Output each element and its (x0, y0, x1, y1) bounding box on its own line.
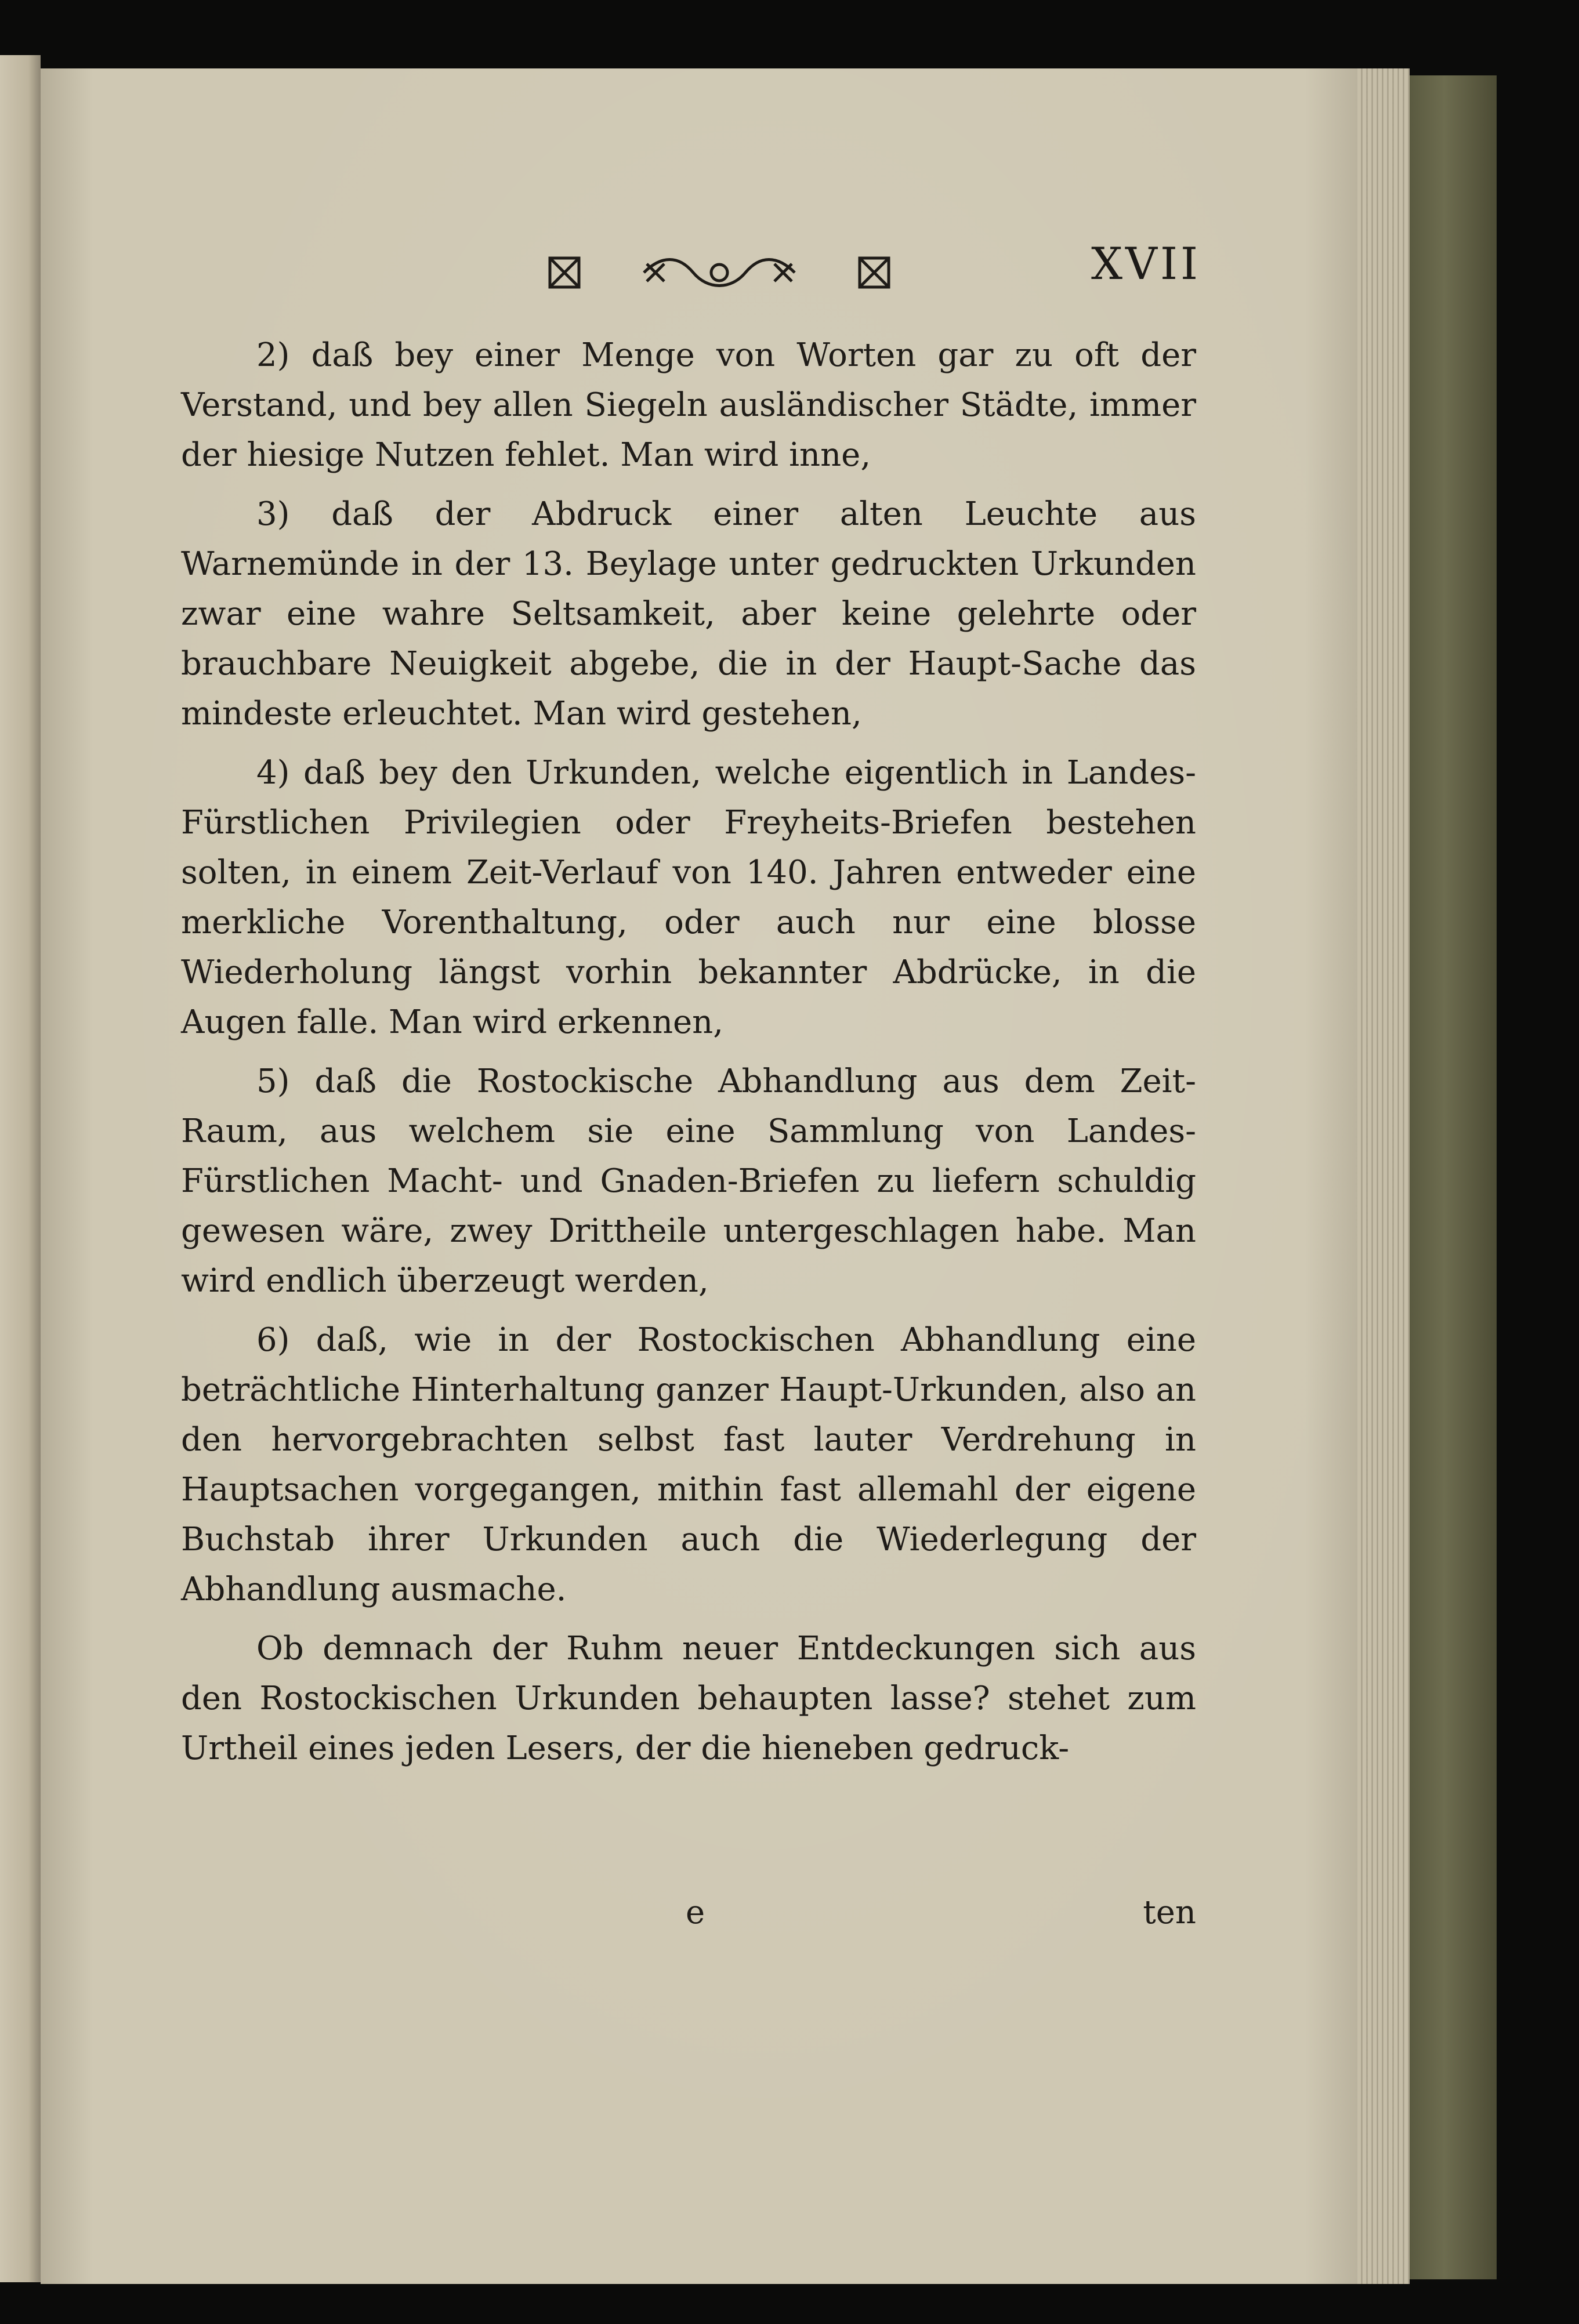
paragraph-2: 2) daß bey einer Menge von Worten gar zu oft der Verstand, und bey allen Siegeln ausländischer Städte, immer der hiesige Nutzen fehlet. Man wird inne, (181, 336, 1196, 474)
book-cover-edge (1410, 75, 1497, 2279)
page-footer (181, 1894, 1196, 1946)
paragraph-3: 3) daß der Abdruck einer alten Leuchte aus Warnemünde in der 13. Beylage unter gedruckten Urkunden zwar eine wahre Seltsamkeit, aber keine gelehrte oder brauchbare Neuigkeit abgebe, die in der Haupt-Sache das mindeste erleuchtet. Man wird gestehen, (181, 495, 1196, 733)
catchword: ten (1143, 1894, 1196, 1931)
body-text (181, 331, 1196, 1783)
running-head (545, 238, 1218, 302)
paragraph-5: 5) daß die Rostockische Abhandlung aus dem Zeit-Raum, aus welchem sie eine Sammlung von Landes-Fürstlichen Macht- und Gnaden-Briefen zu liefern schuldig gewesen wäre, zwey Drittheile untergeschlagen habe. Man wird endlich überzeugt werden, (181, 1063, 1196, 1300)
page-block-edges (1357, 68, 1410, 2284)
facing-page-edge (0, 55, 41, 2282)
ornament-icon (545, 252, 893, 293)
paragraph-conclusion: Ob demnach der Ruhm neuer Entdeckungen sich aus den Rostockischen Urkunden behaupten lasse? stehet zum Urtheil eines jeden Lesers, der die hieneben gedruck- (181, 1630, 1196, 1767)
paragraph-6: 6) daß, wie in der Rostockischen Abhandlung eine beträchtliche Hinterhaltung ganzer Haupt-Urkunden, also an den hervorgebrachten selbst fast lauter Verdrehung in Hauptsachen vorgegangen, mithin fast allemahl der eigene Buchstab ihrer Urkunden auch die Wiederlegung der Abhandlung ausmache. (181, 1321, 1196, 1608)
page-number: XVII (1091, 238, 1201, 289)
signature-mark: e (686, 1894, 705, 1931)
paragraph-4: 4) daß bey den Urkunden, welche eigentlich in Landes-Fürstlichen Privilegien oder Freyheits-Briefen bestehen solten, in einem Zeit-Verlauf von 140. Jahren entweder eine merkliche Vorenthaltung, oder auch nur eine blosse Wiederholung längst vorhin bekannter Abdrücke, in die Augen falle. Man wird erkennen, (181, 754, 1196, 1041)
